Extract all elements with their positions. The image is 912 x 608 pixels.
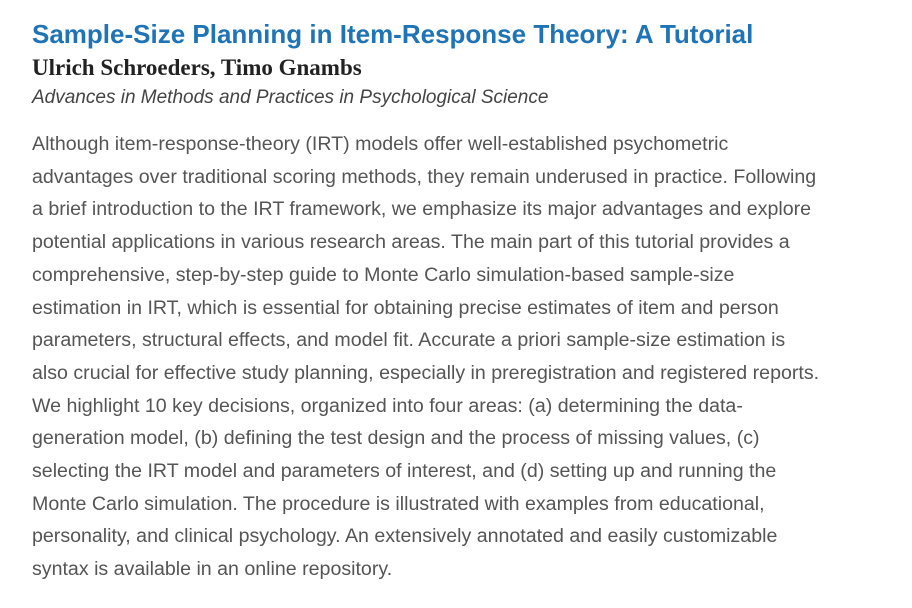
abstract-line: a brief introduction to the IRT framework, we emphasize its major advantages and explore	[32, 198, 812, 221]
paper-abstract	[32, 128, 912, 586]
abstract-line: Although item-response-theory (IRT) models offer well-established psychometric	[32, 133, 729, 155]
paper-entry	[32, 16, 912, 586]
abstract-line: estimation in IRT, which is essential for obtaining precise estimates of item and person	[32, 296, 779, 319]
abstract-line: advantages over traditional scoring methods, they remain underused in practice. Following	[32, 165, 817, 188]
abstract-line: syntax is available in an online repository.	[32, 558, 393, 581]
abstract-line: generation model, (b) defining the test design and the process of missing values, (c)	[32, 427, 760, 450]
paper-title[interactable]: Sample-Size Planning in Item-Response Theory: A Tutorial	[32, 19, 754, 49]
abstract-line: Monte Carlo simulation. The procedure is illustrated with examples from educational,	[32, 492, 765, 515]
abstract-line: potential applications in various research areas. The main part of this tutorial provides a	[32, 231, 790, 254]
paper-journal: Advances in Methods and Practices in Psychological Science	[32, 87, 549, 108]
abstract-line: personality, and clinical psychology. An extensively annotated and easily customizable	[32, 525, 778, 548]
paper-authors: Ulrich Schroeders, Timo Gnambs	[32, 55, 362, 80]
abstract-line: parameters, structural effects, and model fit. Accurate a priori sample-size estimation is	[32, 329, 786, 352]
abstract-line: also crucial for effective study planning, especially in preregistration and registered reports.	[32, 361, 820, 384]
abstract-line: We highlight 10 key decisions, organized into four areas: (a) determining the data-	[32, 394, 743, 417]
abstract-line: selecting the IRT model and parameters of interest, and (d) setting up and running the	[32, 460, 777, 483]
abstract-line: comprehensive, step-by-step guide to Monte Carlo simulation-based sample-size	[32, 263, 735, 286]
